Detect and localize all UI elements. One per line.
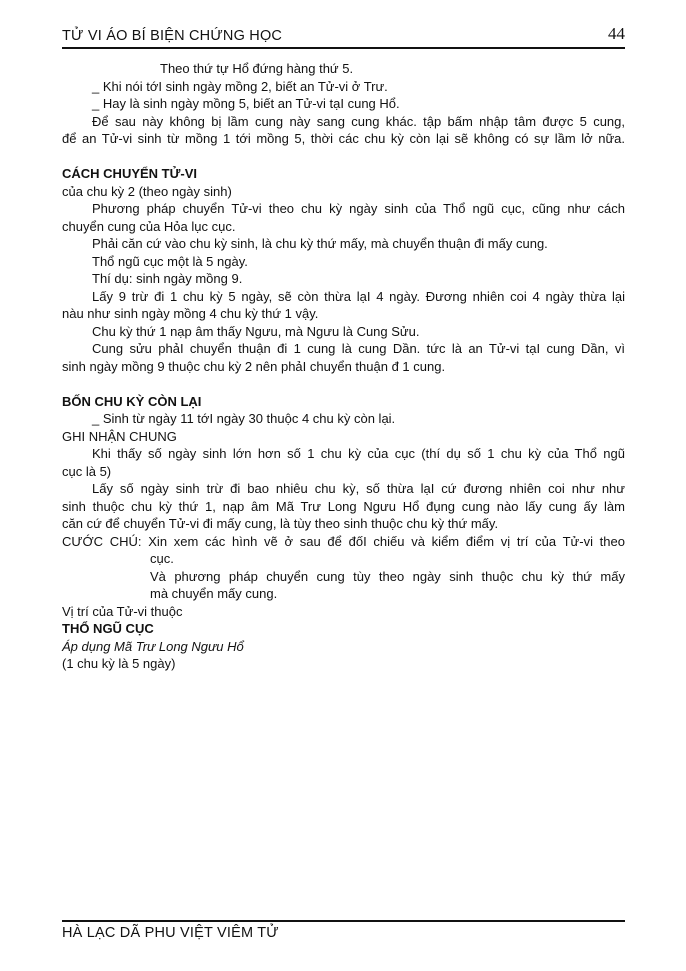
section-heading: CÁCH CHUYỂN TỬ-VI <box>62 166 198 181</box>
document-body <box>62 60 625 673</box>
text-line: để an Tử-vi sinh từ mồng 1 tới mồng 5, thời các chu kỳ còn lại sẽ không có sự lầm lở nữa. <box>62 131 625 146</box>
text-line: cục. <box>150 551 174 566</box>
text-line: chuyển cung của Hỏa lục cục. <box>62 218 236 234</box>
section-heading: BỐN CHU KỲ CÒN LẠI <box>62 393 202 409</box>
text-line: _ Hay là sinh ngày mồng 5, biết an Tử-vi tạI cung Hổ. <box>92 96 400 111</box>
text-line: của chu kỳ 2 (theo ngày sinh) <box>62 183 232 199</box>
text-line: Để sau này không bị lầm cung này sang cung khác. tập bấm nhập tâm được 5 cung, <box>92 113 625 129</box>
text-line: CƯỚC CHÚ: Xin xem các hình vẽ ở sau để đốI chiếu và kiểm điểm vị trí của Tử-vi theo <box>62 533 625 549</box>
text-line: (1 chu kỳ là 5 ngày) <box>62 656 176 671</box>
text-line: Phương pháp chuyển Tử-vi theo chu kỳ ngày sinh của Thổ ngũ cục, cũng như cách <box>92 201 625 216</box>
text-line: GHI NHẬN CHUNG <box>62 428 177 444</box>
text-line: Phải căn cứ vào chu kỳ sinh, là chu kỳ thứ mấy, mà chuyển thuận đi mấy cung. <box>92 236 548 251</box>
text-line: Vị trí của Tử-vi thuộc <box>62 603 183 619</box>
page-header <box>62 24 625 49</box>
text-line: Thổ ngũ cục một là 5 ngày. <box>92 253 248 269</box>
text-line: Theo thứ tự Hổ đứng hàng thứ 5. <box>160 61 354 76</box>
text-line: _ Khi nói tớI sinh ngày mồng 2, biết an Tử-vi ở Trư. <box>92 78 388 94</box>
page-footer <box>62 920 625 941</box>
text-line: mà chuyển mấy cung. <box>150 586 278 601</box>
text-line: nàu như sinh ngày mồng 4 chu kỳ thứ 1 vậy. <box>62 306 319 321</box>
text-line: căn cứ để chuyển Tử-vi đi mấy cung, là tùy theo sinh thuộc chu kỳ thứ mấy. <box>62 516 499 531</box>
footer-text: HÀ LẠC DÃ PHU VIỆT VIÊM TỬ <box>62 925 279 941</box>
text-line: Khi thấy số ngày sinh lớn hơn số 1 chu kỳ của cục (thí dụ số 1 chu kỳ của Thổ ngũ <box>92 446 625 461</box>
text-line: Và phương pháp chuyển cung tùy theo ngày sinh thuộc chu kỳ thứ mấy <box>150 568 625 584</box>
text-line: Chu kỳ thứ 1 nạp âm thấy Ngưu, mà Ngưu là Cung Sửu. <box>92 323 420 339</box>
text-line: Lấy 9 trừ đi 1 chu kỳ 5 ngày, sẽ còn thừa lạI 4 ngày. Đương nhiên coi 4 ngày thừa lại <box>92 288 625 304</box>
page-number: 44 <box>608 24 625 43</box>
text-line: _ Sinh từ ngày 11 tớI ngày 30 thuộc 4 chu kỳ còn lại. <box>92 411 396 426</box>
text-line: sinh ngày mồng 9 thuộc chu kỳ 2 nên phảI chuyển thuận đ 1 cung. <box>62 358 446 374</box>
section-heading: THỔ NGŨ CỤC <box>62 621 154 636</box>
header-title: TỬ VI ÁO BÍ BIỆN CHỨNG HỌC <box>62 28 283 44</box>
text-line: cục là 5) <box>62 463 112 479</box>
text-line: Thí dụ: sinh ngày mồng 9. <box>92 271 243 286</box>
text-line: sinh thuộc chu kỳ thứ 1, nạp âm Mã Trư Long Ngưu Hổ đụng cung nào lấy cung ấy làm <box>62 498 625 514</box>
text-line: Áp dụng Mã Trư Long Ngưu Hổ <box>62 638 244 654</box>
text-line: Cung sửu phảI chuyển thuận đi 1 cung là cung Dần. tức là an Tử-vi tạI cung Dần, vì <box>92 341 625 356</box>
text-line: Lấy số ngày sinh trừ đi bao nhiêu chu kỳ, số thừa lạI cứ đương nhiên coi như như <box>92 481 625 496</box>
